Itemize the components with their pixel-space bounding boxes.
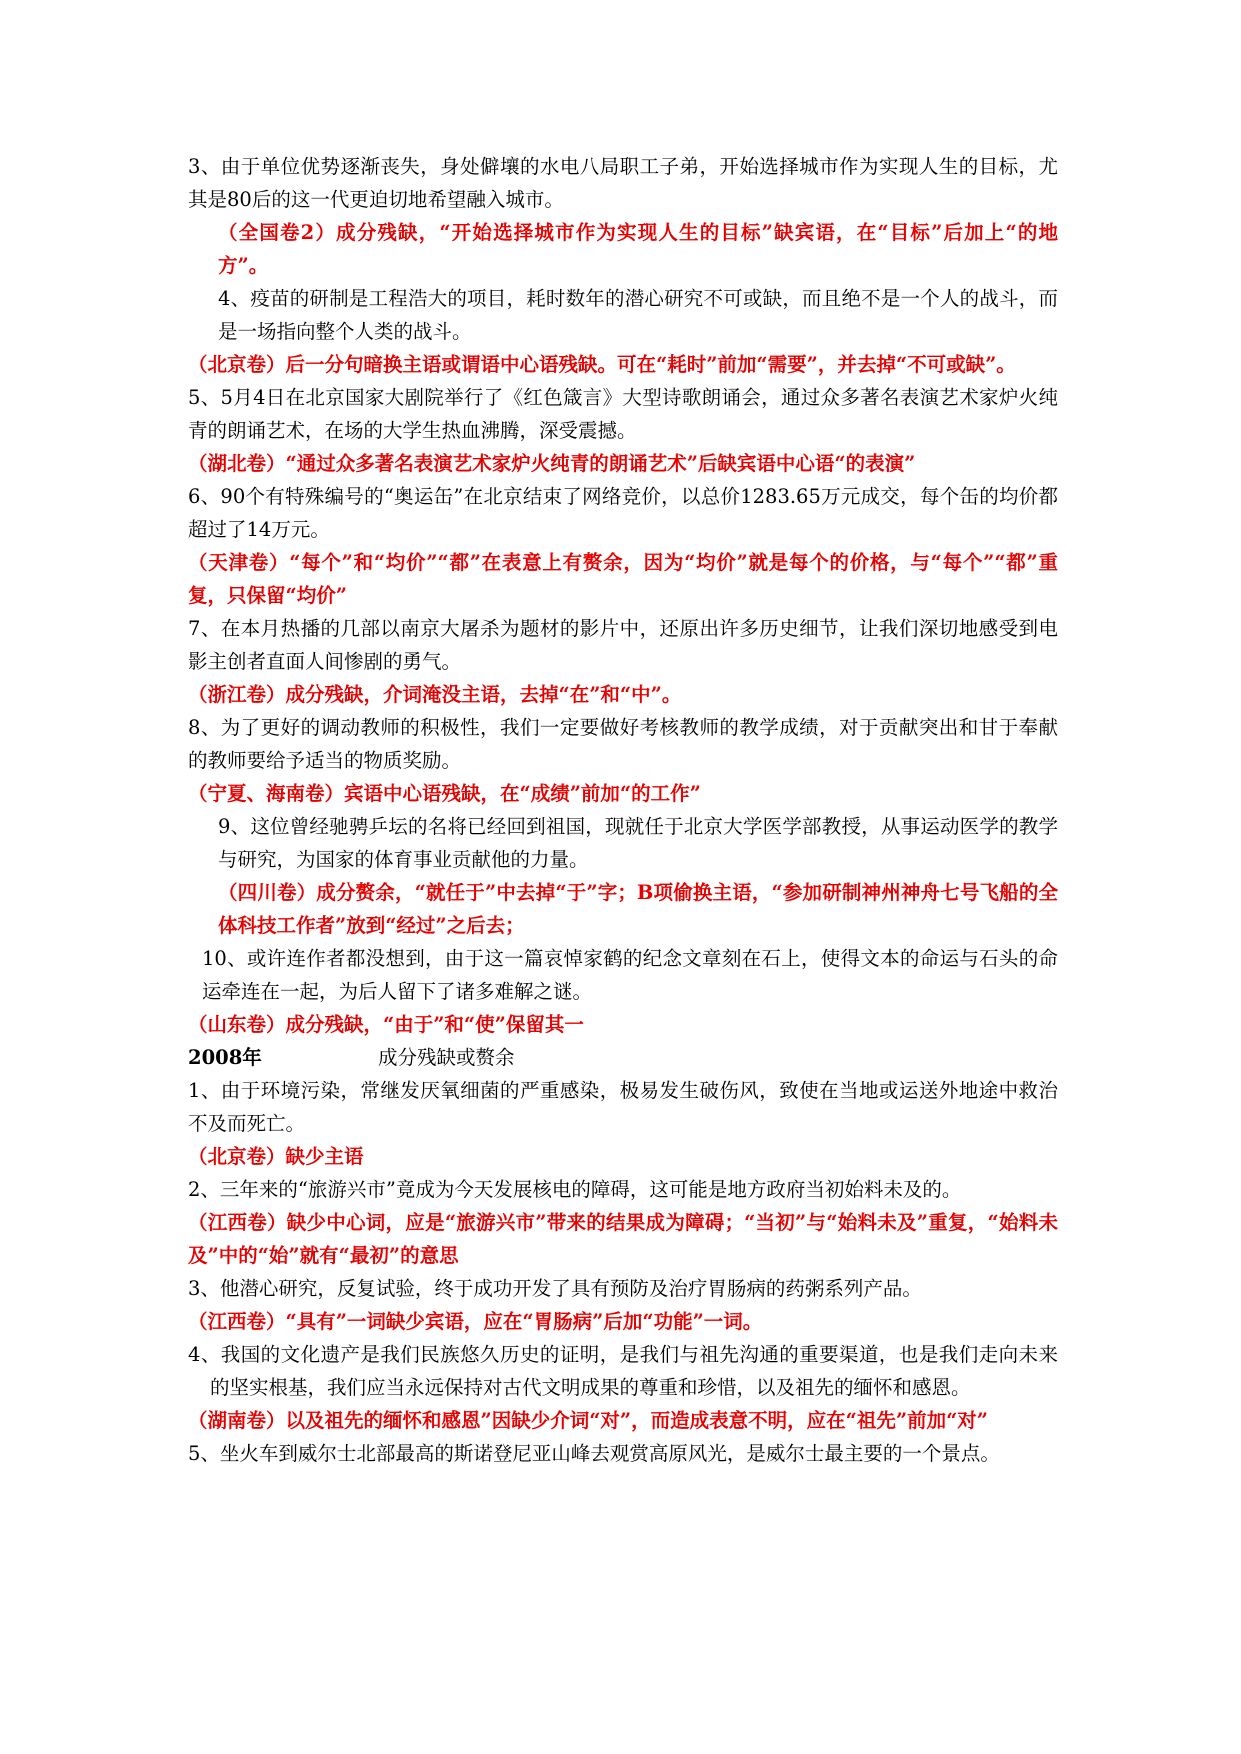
answer-6: （天津卷）“每个”和“均价”“都”在表意上有赘余，因为“均价”就是每个的价格，与“每个”“都”重复，只保留“均价” [188,551,1058,607]
answer-2008-2: （江西卷）缺少中心词，应是“旅游兴市”带来的结果成为障碍；“当初”与“始料未及”重复，“始料未及”中的“始”就有“最初”的意思 [188,1211,1058,1267]
answer-8: （宁夏、海南卷）宾语中心语残缺，在“成绩”前加“的工作” [188,782,701,805]
section-heading [188,1041,1058,1074]
answer-4: （北京卷）后一分句暗换主语或谓语中心语残缺。可在“耗时”前加“需要”，并去掉“不可或缺”。 [188,353,1016,376]
answer-7: （浙江卷）成分残缺，介词淹没主语，去掉“在”和“中”。 [188,683,682,706]
question-3: 3、由于单位优势逐渐丧失，身处僻壤的水电八局职工子弟，开始选择城市作为实现人生的目标，尤其是80后的这一代更迫切地希望融入城市。 [188,155,1058,211]
question-2008-1: 1、由于环境污染，常继发厌氧细菌的严重感染，极易发生破伤风，致使在当地或运送外地途中救治不及而死亡。 [188,1079,1058,1135]
question-2008-3: 3、他潜心研究，反复试验，终于成功开发了具有预防及治疗胃肠病的药粥系列产品。 [188,1277,922,1300]
question-4: 4、疫苗的研制是工程浩大的项目，耗时数年的潜心研究不可或缺，而且绝不是一个人的战斗，而是一场指向整个人类的战斗。 [218,287,1058,343]
question-2008-5: 5、坐火车到威尔士北部最高的斯诺登尼亚山峰去观赏高原风光，是威尔士最主要的一个景点。 [188,1442,1000,1465]
question-8: 8、为了更好的调动教师的积极性，我们一定要做好考核教师的教学成绩，对于贡献突出和甘于奉献的教师要给予适当的物质奖励。 [188,716,1058,772]
answer-10: （山东卷）成分残缺，“由于”和“使”保留其一 [188,1013,584,1036]
answer-3: （全国卷2）成分残缺，“开始选择城市作为实现人生的目标”缺宾语，在“目标”后加上“的地方”。 [218,221,1058,277]
answer-9: （四川卷）成分赘余，“就任于”中去掉“于”字；B项偷换主语，“参加研制神州神舟七号飞船的全体科技工作者”放到“经过”之后去； [218,881,1058,937]
answer-5: （湖北卷）“通过众多著名表演艺术家炉火纯青的朗诵艺术”后缺宾语中心语“的表演” [188,452,916,475]
question-10: 10、或许连作者都没想到，由于这一篇哀悼家鹤的纪念文章刻在石上，使得文本的命运与石头的命运牵连在一起，为后人留下了诸多难解之谜。 [202,947,1058,1003]
answer-2008-4: （湖南卷）以及祖先的缅怀和感恩”因缺少介词“对”，而造成表意不明，应在“祖先”前加“对” [188,1409,989,1432]
question-7: 7、在本月热播的几部以南京大屠杀为题材的影片中，还原出许多历史细节，让我们深切地感受到电影主创者直面人间惨剧的勇气。 [188,617,1058,673]
answer-2008-1: （北京卷）缺少主语 [188,1145,364,1168]
section-title: 成分残缺或赘余 [378,1046,515,1069]
question-6: 6、90个有特殊编号的“奥运缶”在北京结束了网络竞价，以总价1283.65万元成交，每个缶的均价都超过了14万元。 [188,485,1058,541]
question-9: 9、这位曾经驰骋乒坛的名将已经回到祖国，现就任于北京大学医学部教授，从事运动医学的教学与研究，为国家的体育事业贡献他的力量。 [218,815,1058,871]
question-5: 5、5月4日在北京国家大剧院举行了《红色箴言》大型诗歌朗诵会，通过众多著名表演艺术家炉火纯青的朗诵艺术，在场的大学生热血沸腾，深受震撼。 [188,386,1058,442]
question-2008-4: 4、我国的文化遗产是我们民族悠久历史的证明，是我们与祖先沟通的重要渠道，也是我们走向未来的坚实根基，我们应当永远保持对古代文明成果的尊重和珍惜，以及祖先的缅怀和感恩。 [188,1343,1058,1399]
section-year: 2008年 [188,1046,262,1069]
question-2008-2: 2、三年来的“旅游兴市”竟成为今天发展核电的障碍，这可能是地方政府当初始料未及的。 [188,1178,962,1201]
answer-2008-3: （江西卷）“具有”一词缺少宾语，应在“胃肠病”后加“功能”一词。 [188,1310,763,1333]
document-content [188,150,1058,1470]
